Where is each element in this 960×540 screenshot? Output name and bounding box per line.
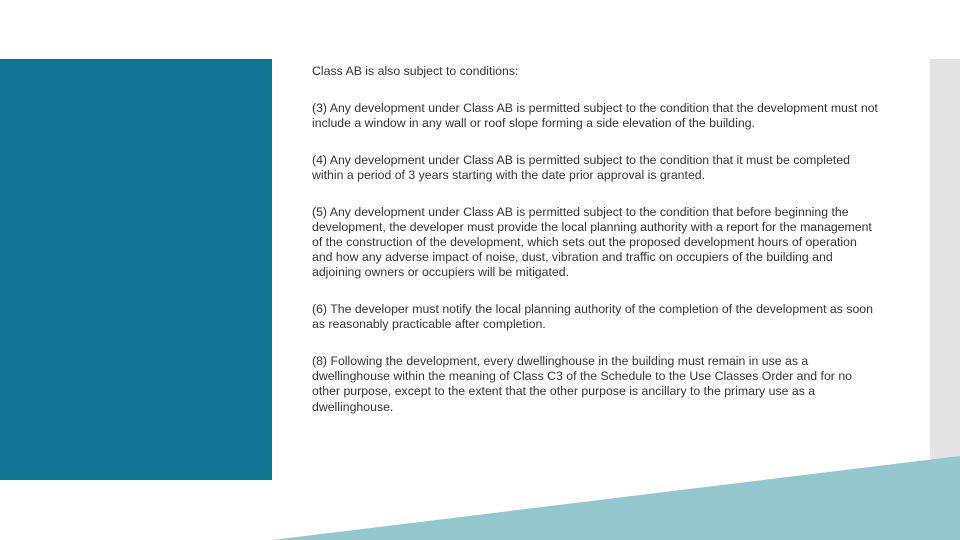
condition-8: (8) Following the development, every dwellinghouse in the building must remain in use as a dwellinghouse within the meaning of Class C3 of the Schedule to the Use Classes Order and for no other purpose, except to the extent that the other purpose is ancillary to the primary use as a dwellinghouse.	[312, 353, 853, 414]
condition-4: (4) Any development under Class AB is permitted subject to the condition that it must be completed within a period of 3 years starting with the date prior approval is granted.	[312, 152, 850, 182]
slide-text	[312, 64, 878, 436]
intro-text: Class AB is also subject to conditions:	[312, 64, 519, 78]
condition-3: (3) Any development under Class AB is permitted subject to the condition that the development must not include a window in any wall or roof slope forming a side elevation of the building.	[312, 100, 878, 130]
wedge-shape	[272, 456, 960, 540]
condition-6: (6) The developer must notify the local planning authority of the completion of the development as soon as reasonably practicable after completion.	[312, 302, 873, 332]
condition-5: (5) Any development under Class AB is permitted subject to the condition that before beginning the development, the developer must provide the local planning authority with a report for the management of the construction of the development, which sets out the proposed development hours of operation and how any adverse impact of noise, dust, vibration and traffic on occupiers of the building and adjoining owners or occupiers will be mitigated.	[312, 204, 872, 280]
